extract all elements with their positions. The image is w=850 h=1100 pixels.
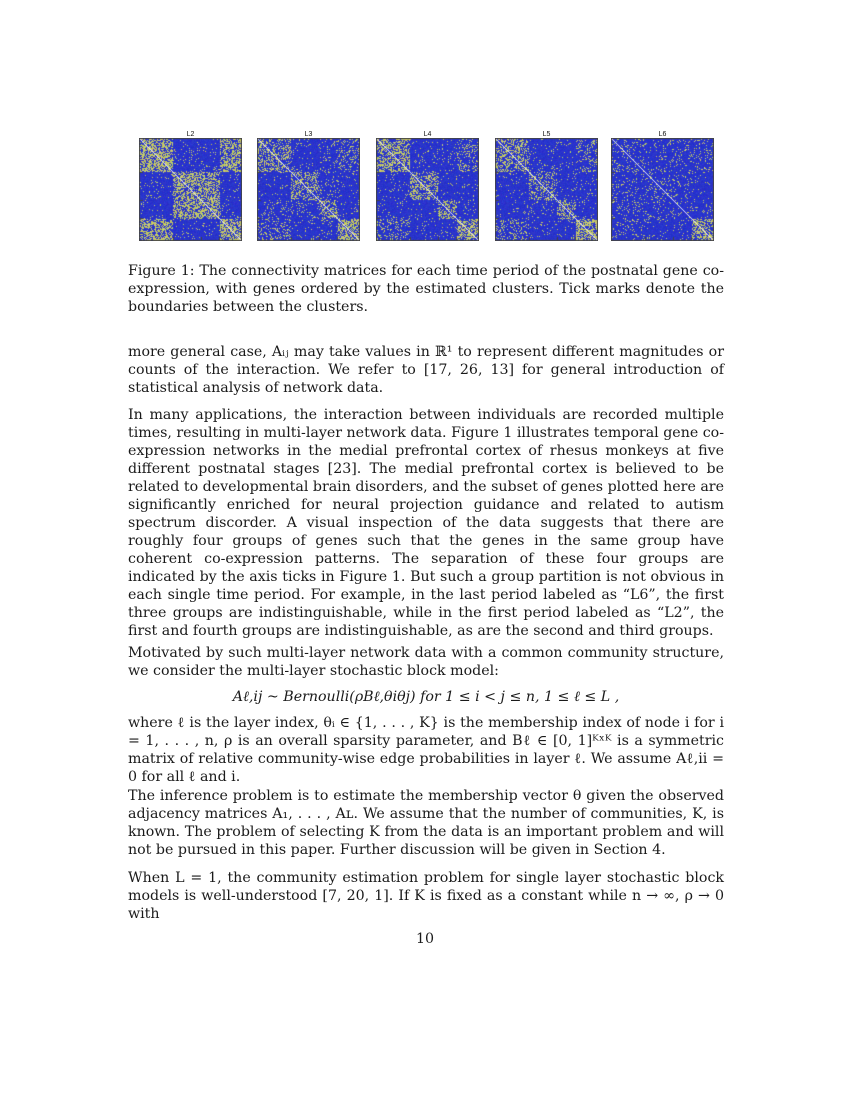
- figure-caption: Figure 1: The connectivity matrices for each time period of the postnatal gene co-expression, with genes ordered by the estimated clusters. Tick marks denote the boundaries between the clusters.: [128, 263, 724, 315]
- paragraph-1: more general case, Aᵢⱼ may take values in ℝ¹ to represent different magnitudes or counts of the interaction. We refer to [17, 26, 13] for general introduction of statistical analysis of network data.: [128, 344, 724, 396]
- connectivity-matrix: [139, 138, 242, 241]
- page-number: 10: [415, 931, 435, 947]
- connectivity-matrix: [611, 138, 714, 241]
- matrix-panel-l3: [257, 131, 360, 241]
- connectivity-matrix: [257, 138, 360, 241]
- paragraph-2: In many applications, the interaction between individuals are recorded multiple times, resulting in multi-layer network data. Figure 1 illustrates temporal gene co-expression networks in the medial prefrontal cortex of rhesus monkeys at five different postnatal stages [23]. The medial prefrontal cortex is believed to be related to developmental brain disorders, and the subset of genes plotted here are significantly enriched for neural projection guidance and related to autism spectrum discorder. A visual inspection of the data suggests that there are roughly four groups of genes such that the genes in the same group have coherent co-expression patterns. The separation of these four groups are indicated by the axis ticks in Figure 1. But such a group partition is not obvious in each single time period. For example, in the last period labeled as “L6”, the first three groups are indistinguishable, while in the first period labeled as “L2”, the first and fourth groups are indistinguishable, as are the second and third groups.: [128, 407, 725, 639]
- paragraph-4: where ℓ is the layer index, θᵢ ∈ {1, . . . , K} is the membership index of node i for i = 1, . . . , n, ρ is an overall sparsity parameter, and Bℓ ∈ [0, 1]ᴷˣᴷ is a symmetric matrix of relative community-wise edge probabilities in layer ℓ. We assume Aℓ,ii = 0 for all ℓ and i.: [128, 715, 724, 785]
- panel-label: L3: [304, 131, 313, 138]
- panel-label: L6: [658, 131, 667, 138]
- matrix-panel-l5: [495, 131, 598, 241]
- figure-1: [139, 131, 714, 241]
- panel-label: L4: [423, 131, 432, 138]
- matrix-panel-l4: [376, 131, 479, 241]
- matrix-panel-l6: [611, 131, 714, 241]
- paragraph-5: The inference problem is to estimate the membership vector θ given the observed adjacency matrices A₁, . . . , Aʟ. We assume that the number of communities, K, is known. The problem of selecting K from the data is an important problem and will not be pursued in this paper. Further discussion will be given in Section 4.: [128, 788, 724, 858]
- paragraph-3: Motivated by such multi-layer network data with a common community structure, we consider the multi-layer stochastic block model:: [128, 645, 724, 679]
- panel-label: L2: [186, 131, 195, 138]
- paragraph-6: When L = 1, the community estimation problem for single layer stochastic block models is well-understood [7, 20, 1]. If K is fixed as a constant while n → ∞, ρ → 0 with: [128, 870, 724, 922]
- matrix-panel-l2: [139, 131, 242, 241]
- connectivity-matrix: [495, 138, 598, 241]
- model-equation: Aℓ,ij ~ Bernoulli(ρBℓ,θiθj) for 1 ≤ i < j ≤ n, 1 ≤ ℓ ≤ L ,: [232, 689, 620, 705]
- connectivity-matrix: [376, 138, 479, 241]
- panel-label: L5: [542, 131, 551, 138]
